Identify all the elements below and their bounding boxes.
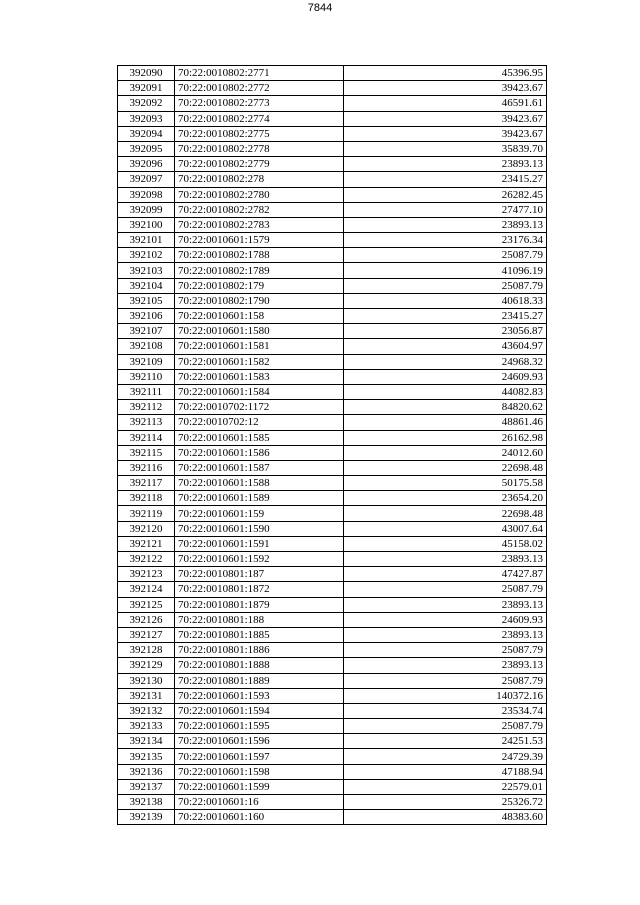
cadastral-number: 70:22:0010802:2780 <box>175 187 344 202</box>
table-row <box>118 673 547 688</box>
row-number: 392137 <box>118 779 175 794</box>
table-row <box>118 703 547 718</box>
cadastral-number: 70:22:0010801:188 <box>175 612 344 627</box>
row-number: 392121 <box>118 536 175 551</box>
row-number: 392133 <box>118 719 175 734</box>
table-row <box>118 400 547 415</box>
cadastral-value: 140372.16 <box>344 688 547 703</box>
cadastral-number: 70:22:0010601:1589 <box>175 491 344 506</box>
cadastral-value: 25087.79 <box>344 643 547 658</box>
cadastral-number: 70:22:0010601:1593 <box>175 688 344 703</box>
table-row <box>118 764 547 779</box>
cadastral-value: 45158.02 <box>344 536 547 551</box>
cadastral-value: 43604.97 <box>344 339 547 354</box>
table-row <box>118 233 547 248</box>
cadastral-value: 25087.79 <box>344 248 547 263</box>
table-row <box>118 415 547 430</box>
table-row <box>118 263 547 278</box>
row-number: 392108 <box>118 339 175 354</box>
table-row <box>118 430 547 445</box>
row-number: 392090 <box>118 66 175 81</box>
cadastral-number: 70:22:0010801:1886 <box>175 643 344 658</box>
cadastral-value: 40618.33 <box>344 293 547 308</box>
cadastral-value: 25087.79 <box>344 278 547 293</box>
cadastral-number: 70:22:0010601:1592 <box>175 552 344 567</box>
cadastral-number: 70:22:0010601:1580 <box>175 324 344 339</box>
cadastral-value: 25087.79 <box>344 582 547 597</box>
row-number: 392093 <box>118 111 175 126</box>
cadastral-number: 70:22:0010801:1885 <box>175 627 344 642</box>
row-number: 392117 <box>118 476 175 491</box>
row-number: 392135 <box>118 749 175 764</box>
cadastral-value: 24012.60 <box>344 445 547 460</box>
cadastral-value: 41096.19 <box>344 263 547 278</box>
row-number: 392130 <box>118 673 175 688</box>
row-number: 392123 <box>118 567 175 582</box>
row-number: 392095 <box>118 141 175 156</box>
cadastral-value: 22698.48 <box>344 460 547 475</box>
table-row <box>118 779 547 794</box>
table-row <box>118 187 547 202</box>
row-number: 392124 <box>118 582 175 597</box>
cadastral-number: 70:22:0010801:1889 <box>175 673 344 688</box>
row-number: 392132 <box>118 703 175 718</box>
table-row <box>118 81 547 96</box>
table-row <box>118 688 547 703</box>
table-row <box>118 126 547 141</box>
cadastral-value: 24729.39 <box>344 749 547 764</box>
cadastral-value: 22698.48 <box>344 506 547 521</box>
cadastral-number: 70:22:0010601:1598 <box>175 764 344 779</box>
cadastral-number: 70:22:0010802:2773 <box>175 96 344 111</box>
cadastral-value: 24251.53 <box>344 734 547 749</box>
cadastral-number: 70:22:0010801:187 <box>175 567 344 582</box>
table-row <box>118 460 547 475</box>
cadastral-value: 23893.13 <box>344 627 547 642</box>
cadastral-value: 23893.13 <box>344 217 547 232</box>
table-row <box>118 369 547 384</box>
cadastral-number: 70:22:0010802:2775 <box>175 126 344 141</box>
cadastral-value: 39423.67 <box>344 111 547 126</box>
cadastral-value: 48383.60 <box>344 810 547 825</box>
row-number: 392110 <box>118 369 175 384</box>
cadastral-value: 26282.45 <box>344 187 547 202</box>
cadastral-number: 70:22:0010601:1596 <box>175 734 344 749</box>
row-number: 392129 <box>118 658 175 673</box>
cadastral-value: 25087.79 <box>344 719 547 734</box>
cadastral-value: 39423.67 <box>344 126 547 141</box>
cadastral-number: 70:22:0010802:2771 <box>175 66 344 81</box>
cadastral-value: 24968.32 <box>344 354 547 369</box>
row-number: 392138 <box>118 795 175 810</box>
cadastral-number: 70:22:0010802:2783 <box>175 217 344 232</box>
cadastral-value: 50175.58 <box>344 476 547 491</box>
cadastral-number: 70:22:0010601:1582 <box>175 354 344 369</box>
cadastral-number: 70:22:0010801:1888 <box>175 658 344 673</box>
cadastral-number: 70:22:0010802:1789 <box>175 263 344 278</box>
table-row <box>118 521 547 536</box>
table-row <box>118 202 547 217</box>
row-number: 392106 <box>118 309 175 324</box>
row-number: 392098 <box>118 187 175 202</box>
row-number: 392113 <box>118 415 175 430</box>
table-row <box>118 658 547 673</box>
cadastral-value: 24609.93 <box>344 369 547 384</box>
cadastral-number: 70:22:0010601:160 <box>175 810 344 825</box>
row-number: 392122 <box>118 552 175 567</box>
cadastral-number: 70:22:0010802:179 <box>175 278 344 293</box>
cadastral-value: 23415.27 <box>344 309 547 324</box>
cadastral-number: 70:22:0010601:1584 <box>175 384 344 399</box>
row-number: 392136 <box>118 764 175 779</box>
row-number: 392101 <box>118 233 175 248</box>
table-row <box>118 749 547 764</box>
table-row <box>118 627 547 642</box>
cadastral-value: 47427.87 <box>344 567 547 582</box>
row-number: 392111 <box>118 384 175 399</box>
cadastral-number: 70:22:0010801:1872 <box>175 582 344 597</box>
row-number: 392120 <box>118 521 175 536</box>
table-row <box>118 734 547 749</box>
table-row <box>118 384 547 399</box>
table-row <box>118 552 547 567</box>
table-row <box>118 293 547 308</box>
table-row <box>118 810 547 825</box>
table-row <box>118 339 547 354</box>
table-row <box>118 66 547 81</box>
cadastral-number: 70:22:0010601:1585 <box>175 430 344 445</box>
table-row <box>118 795 547 810</box>
cadastral-value: 23893.13 <box>344 658 547 673</box>
row-number: 392125 <box>118 597 175 612</box>
row-number: 392107 <box>118 324 175 339</box>
cadastral-number: 70:22:0010601:159 <box>175 506 344 521</box>
cadastral-value: 47188.94 <box>344 764 547 779</box>
row-number: 392112 <box>118 400 175 415</box>
row-number: 392139 <box>118 810 175 825</box>
cadastral-value: 22579.01 <box>344 779 547 794</box>
cadastral-value: 23415.27 <box>344 172 547 187</box>
row-number: 392114 <box>118 430 175 445</box>
table-row <box>118 111 547 126</box>
cadastral-value: 35839.70 <box>344 141 547 156</box>
table-row <box>118 582 547 597</box>
cadastral-value: 23534.74 <box>344 703 547 718</box>
row-number: 392102 <box>118 248 175 263</box>
row-number: 392099 <box>118 202 175 217</box>
cadastral-value: 24609.93 <box>344 612 547 627</box>
cadastral-value: 26162.98 <box>344 430 547 445</box>
row-number: 392105 <box>118 293 175 308</box>
cadastral-number: 70:22:0010601:1591 <box>175 536 344 551</box>
cadastral-number: 70:22:0010601:1583 <box>175 369 344 384</box>
cadastral-value: 46591.61 <box>344 96 547 111</box>
cadastral-value: 44082.83 <box>344 384 547 399</box>
row-number: 392100 <box>118 217 175 232</box>
cadastral-number: 70:22:0010601:1586 <box>175 445 344 460</box>
row-number: 392092 <box>118 96 175 111</box>
cadastral-value: 23654.20 <box>344 491 547 506</box>
row-number: 392115 <box>118 445 175 460</box>
cadastral-number: 70:22:0010802:2774 <box>175 111 344 126</box>
cadastral-number: 70:22:0010601:1588 <box>175 476 344 491</box>
table-row <box>118 278 547 293</box>
cadastral-value: 25326.72 <box>344 795 547 810</box>
table-row <box>118 309 547 324</box>
row-number: 392128 <box>118 643 175 658</box>
row-number: 392094 <box>118 126 175 141</box>
cadastral-number: 70:22:0010601:158 <box>175 309 344 324</box>
cadastral-value: 23056.87 <box>344 324 547 339</box>
row-number: 392116 <box>118 460 175 475</box>
table-row <box>118 491 547 506</box>
row-number: 392131 <box>118 688 175 703</box>
row-number: 392127 <box>118 627 175 642</box>
row-number: 392118 <box>118 491 175 506</box>
cadastral-value: 27477.10 <box>344 202 547 217</box>
table-row <box>118 141 547 156</box>
cadastral-number: 70:22:0010601:1597 <box>175 749 344 764</box>
cadastral-value: 25087.79 <box>344 673 547 688</box>
row-number: 392096 <box>118 157 175 172</box>
cadastral-value: 23893.13 <box>344 157 547 172</box>
row-number: 392109 <box>118 354 175 369</box>
cadastral-number: 70:22:0010601:1595 <box>175 719 344 734</box>
cadastral-number: 70:22:0010601:1581 <box>175 339 344 354</box>
cadastral-number: 70:22:0010801:1879 <box>175 597 344 612</box>
row-number: 392097 <box>118 172 175 187</box>
cadastral-number: 70:22:0010601:1599 <box>175 779 344 794</box>
cadastral-value: 23893.13 <box>344 597 547 612</box>
cadastral-value-table <box>117 65 547 825</box>
table-row <box>118 354 547 369</box>
table-row <box>118 612 547 627</box>
table-row <box>118 597 547 612</box>
cadastral-value: 39423.67 <box>344 81 547 96</box>
row-number: 392103 <box>118 263 175 278</box>
table-row <box>118 324 547 339</box>
cadastral-number: 70:22:0010802:1788 <box>175 248 344 263</box>
row-number: 392134 <box>118 734 175 749</box>
cadastral-value: 48861.46 <box>344 415 547 430</box>
cadastral-number: 70:22:0010601:1594 <box>175 703 344 718</box>
cadastral-value: 84820.62 <box>344 400 547 415</box>
table-row <box>118 96 547 111</box>
cadastral-number: 70:22:0010702:12 <box>175 415 344 430</box>
table-row <box>118 248 547 263</box>
cadastral-number: 70:22:0010601:1590 <box>175 521 344 536</box>
table-row <box>118 506 547 521</box>
table-row <box>118 536 547 551</box>
table-row <box>118 476 547 491</box>
table-row <box>118 719 547 734</box>
row-number: 392126 <box>118 612 175 627</box>
cadastral-value: 23176.34 <box>344 233 547 248</box>
table-row <box>118 172 547 187</box>
cadastral-number: 70:22:0010802:2782 <box>175 202 344 217</box>
cadastral-number: 70:22:0010802:1790 <box>175 293 344 308</box>
page-number: 7844 <box>307 2 333 14</box>
cadastral-number: 70:22:0010802:2772 <box>175 81 344 96</box>
cadastral-number: 70:22:0010802:2779 <box>175 157 344 172</box>
cadastral-value: 23893.13 <box>344 552 547 567</box>
table-row <box>118 157 547 172</box>
cadastral-value: 43007.64 <box>344 521 547 536</box>
table-body <box>118 66 547 825</box>
row-number: 392091 <box>118 81 175 96</box>
cadastral-number: 70:22:0010601:1587 <box>175 460 344 475</box>
cadastral-number: 70:22:0010802:278 <box>175 172 344 187</box>
table-row <box>118 567 547 582</box>
cadastral-value: 45396.95 <box>344 66 547 81</box>
cadastral-number: 70:22:0010702:1172 <box>175 400 344 415</box>
table-row <box>118 217 547 232</box>
row-number: 392104 <box>118 278 175 293</box>
cadastral-number: 70:22:0010601:1579 <box>175 233 344 248</box>
cadastral-number: 70:22:0010802:2778 <box>175 141 344 156</box>
row-number: 392119 <box>118 506 175 521</box>
table-row <box>118 445 547 460</box>
table-row <box>118 643 547 658</box>
cadastral-number: 70:22:0010601:16 <box>175 795 344 810</box>
